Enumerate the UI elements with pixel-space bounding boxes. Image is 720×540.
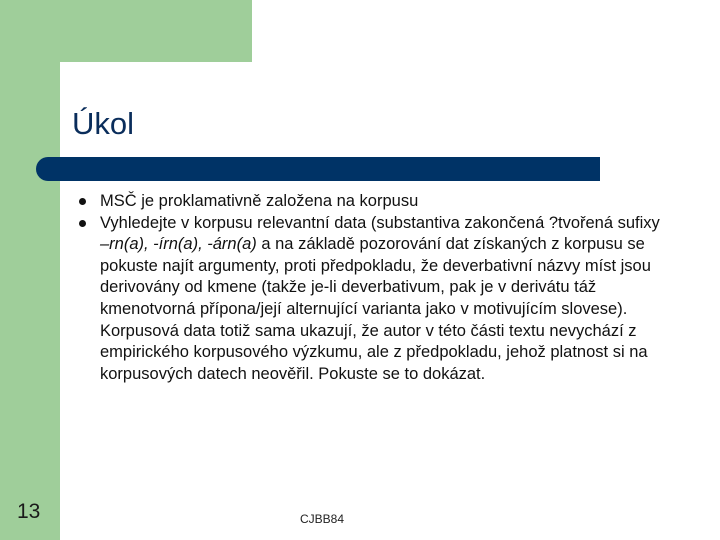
bullet-text: Vyhledejte v korpusu relevantní data (substantiva zakončená ?tvořená sufixy [100,213,660,232]
bullet-item-2 [76,213,666,386]
top-green-block [0,0,252,62]
slide-title: Úkol [72,106,135,141]
bullet-text-continued: a na základě pozorování dat získaných z korpusu se pokuste najít argumenty, proti předpokladu, že deverbativní názvy míst jsou derivovány od kmene (takže je-li deverbativum, pak je v derivátu táž kmenotvorná přípona/její alternující varianta jako v motivujícím slovese). Korpusová data totiž sama ukazují, že autor v této části textu nevychází z empirického korpusového výzkumu, ale z předpokladu, jehož platnost si na korpusových datech neověřil. Pokuste se to dokázat. [100,235,651,383]
bullet-item-1 [76,191,666,213]
bullet-dot-icon [79,220,86,227]
footer-text: CJBB84 [300,512,345,526]
bullet-list [76,191,666,385]
bullet-text: MSČ je proklamativně založena na korpusu [100,192,419,210]
title-underline-bar [36,157,600,181]
bullet-dot-icon [79,198,86,205]
slide-number: 13 [17,500,41,523]
left-green-strip [0,0,60,540]
suffix-list: –rn(a), -írn(a), -árn(a) [100,235,257,254]
